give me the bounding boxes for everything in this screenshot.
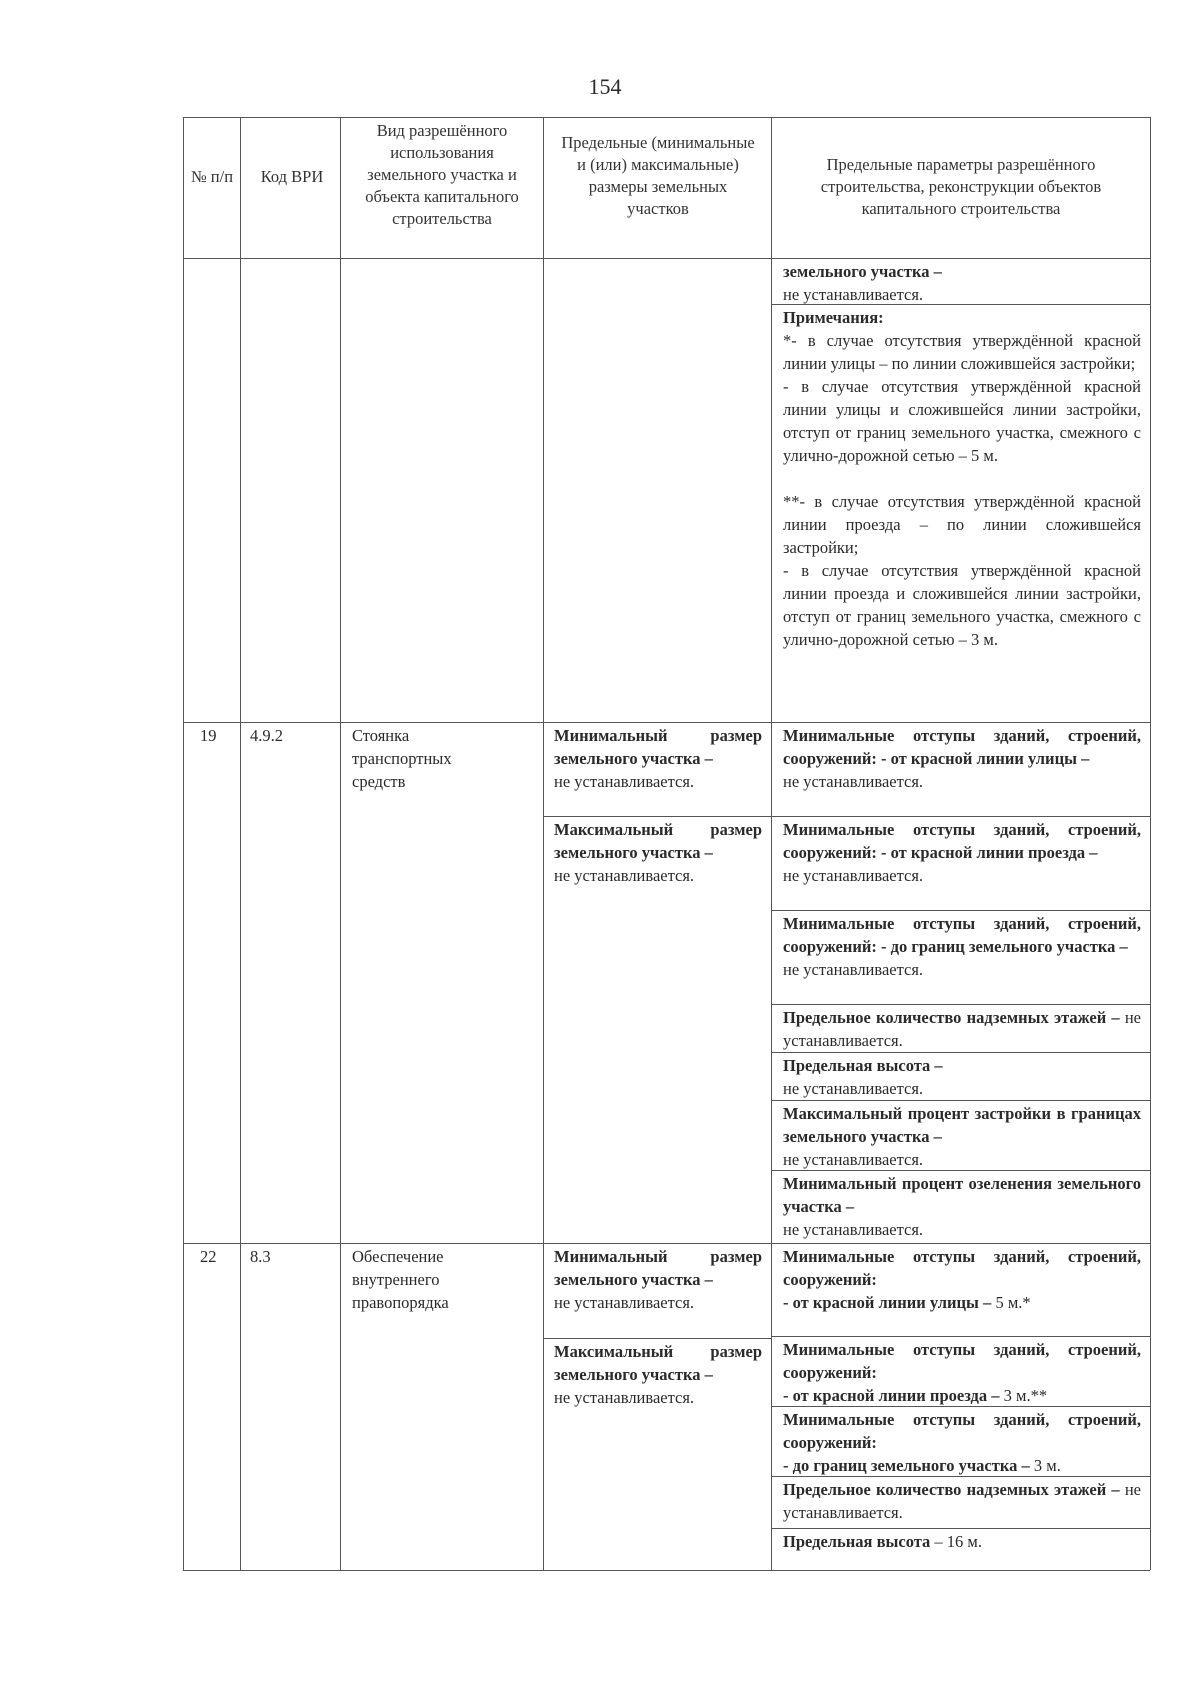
row-22-param-2-label: Минимальные отступы зданий, строений, сооружений: (783, 1340, 1141, 1382)
row-22-param-5-value: – 16 м. (930, 1532, 982, 1551)
row-19-param-1-label: Минимальные отступы зданий, строений, сооружений: - от красной линии улицы – (783, 726, 1141, 768)
row-19-min-size-value: не устанавливается. (554, 772, 695, 791)
header-params (780, 154, 1142, 220)
row-22-param-1-sub: - от красной линии улицы – (783, 1293, 992, 1312)
row-22-param-5-label: Предельная высота (783, 1532, 931, 1551)
row-19-param-4-value: не устанавливается. (783, 1008, 1141, 1050)
row-19-param-7 (783, 1172, 1141, 1241)
row-22-param-2-sub: - от красной линии проезда – (783, 1386, 1000, 1405)
row-22-param-2-value: 3 м.** (999, 1386, 1048, 1405)
header-params-label: Предельные параметры разрешённого строительства, реконструкции объектов капитального строительства (820, 155, 1102, 218)
row-22-param-4-label: Предельное количество надземных этажей – (783, 1480, 1120, 1499)
row-19-param-1-value: не устанавливается. (783, 772, 924, 791)
row-22-param-3-sub: - до границ земельного участка – (783, 1456, 1030, 1475)
header-code (255, 166, 329, 188)
row-22-param-3-label: Минимальные отступы зданий, строений, сооружений: (783, 1410, 1141, 1452)
row-22-param-1-label: Минимальные отступы зданий, строений, сооружений: (783, 1247, 1141, 1289)
header-number-label: № п/п (190, 167, 234, 186)
row-19-number: 19 (200, 726, 217, 745)
note-2: - в случае отсутствия утверждённой красной линии улицы и сложившейся линии застройки, отступ от границ земельного участка, смежного с улично-дорожной сетью – 5 м. (783, 377, 1141, 465)
header-code-label: Код ВРИ (260, 167, 324, 186)
row-19-min-size (554, 724, 762, 793)
row-22-param-4 (783, 1478, 1141, 1524)
row-19-max-size-label: Максимальный размер земельного участка – (554, 820, 762, 862)
row-19-param-4 (783, 1006, 1141, 1052)
row-19-param-6-label: Максимальный процент застройки в границах земельного участка – (783, 1104, 1141, 1146)
row-22-param-5 (783, 1530, 1141, 1553)
row-19-param-7-value: не устанавливается. (783, 1220, 924, 1239)
row-22-param-3-value: 3 м. (1029, 1456, 1061, 1475)
row-22-max-size-label: Максимальный размер земельного участка – (554, 1342, 762, 1384)
row-19-param-3-label: Минимальные отступы зданий, строений, сооружений: - до границ земельного участка – (783, 914, 1141, 956)
note-4: - в случае отсутствия утверждённой красной линии проезда и сложившейся линии застройки, отступ от границ земельного участка, смежного с улично-дорожной сетью – 3 м. (783, 561, 1141, 649)
row-19-code: 4.9.2 (250, 726, 283, 745)
row-22-param-4-value: не устанавливается. (783, 1480, 1141, 1522)
row-19-min-size-label: Минимальный размер земельного участка – (554, 726, 762, 768)
header-size (556, 132, 760, 220)
row-22-param-2 (783, 1338, 1141, 1407)
row-19-param-5-label: Предельная высота – (783, 1056, 943, 1075)
row-22-param-3 (783, 1408, 1141, 1477)
row-19-max-size-value: не устанавливается. (554, 866, 695, 885)
header-size-label: Предельные (минимальные и (или) максимальные) размеры земельных участков (561, 133, 755, 218)
row-19-param-2 (783, 818, 1141, 887)
row-19-use: Стоянка транспортных средств (352, 726, 452, 791)
row-22-use: Обеспечение внутреннего правопорядка (352, 1247, 449, 1312)
row-22-min-size (554, 1245, 762, 1314)
row-22-min-size-label: Минимальный размер земельного участка – (554, 1247, 762, 1289)
row-19-param-4-label: Предельное количество надземных этажей – (783, 1008, 1120, 1027)
row-22-max-size-value: не устанавливается. (554, 1388, 695, 1407)
header-use (350, 120, 534, 230)
cont-param-1-bold: земельного участка – (783, 262, 942, 281)
row-22-code: 8.3 (250, 1247, 271, 1266)
header-number (190, 166, 234, 188)
row-19-param-6-value: не устанавливается. (783, 1150, 924, 1169)
row-19-param-3-value: не устанавливается. (783, 960, 924, 979)
row-22-number: 22 (200, 1247, 217, 1266)
row-19-param-5-value: не устанавливается. (783, 1079, 924, 1098)
notes-title: Примечания: (783, 308, 884, 327)
cont-param-1-value: не устанавливается. (783, 285, 924, 304)
row-19-param-2-value: не устанавливается. (783, 866, 924, 885)
row-19-param-7-label: Минимальный процент озеленения земельного участка – (783, 1174, 1141, 1216)
row-22-param-1-value: 5 м.* (991, 1293, 1031, 1312)
note-1: *- в случае отсутствия утверждённой красной линии улицы – по линии сложившейся застройки; (783, 331, 1141, 373)
row-19-param-1 (783, 724, 1141, 793)
cont-notes (783, 306, 1141, 651)
note-3: **- в случае отсутствия утверждённой красной линии проезда – по линии сложившейся застройки; (783, 492, 1141, 557)
row-19-param-5 (783, 1054, 1141, 1100)
cont-param-1 (783, 260, 1143, 306)
row-19-param-3 (783, 912, 1141, 981)
header-use-label: Вид разрешённого использования земельного участка и объекта капитального строительства (365, 121, 519, 228)
row-19-max-size (554, 818, 762, 887)
row-22-max-size (554, 1340, 762, 1409)
page-number: 154 (588, 74, 622, 99)
row-22-min-size-value: не устанавливается. (554, 1293, 695, 1312)
row-19-param-2-label: Минимальные отступы зданий, строений, сооружений: - от красной линии проезда – (783, 820, 1141, 862)
row-22-param-1 (783, 1245, 1141, 1314)
row-19-param-6 (783, 1102, 1141, 1171)
